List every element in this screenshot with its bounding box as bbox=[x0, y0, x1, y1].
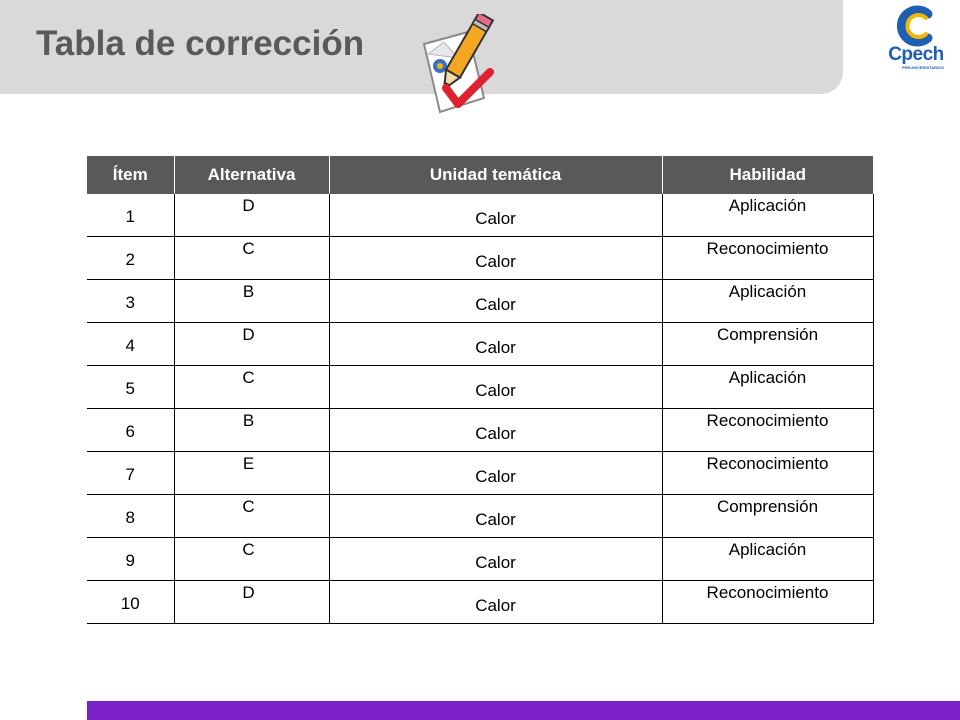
cell-item: 2 bbox=[87, 237, 174, 280]
table-row bbox=[87, 237, 873, 280]
table-row bbox=[87, 194, 873, 237]
cell-alternativa: C bbox=[242, 239, 255, 258]
cell-alternativa: E bbox=[242, 454, 255, 473]
cell-alternativa: D bbox=[242, 583, 255, 602]
cell-item: 10 bbox=[87, 581, 174, 624]
cell-item: 3 bbox=[87, 280, 174, 323]
cell-habilidad: Reconocimiento bbox=[706, 239, 829, 258]
cell-item: 6 bbox=[87, 409, 174, 452]
table-row bbox=[87, 538, 873, 581]
column-header-item: Ítem bbox=[87, 156, 174, 194]
column-header-habilidad: Habilidad bbox=[662, 156, 873, 194]
cell-alternativa: C bbox=[242, 368, 255, 387]
table-row bbox=[87, 366, 873, 409]
cell-habilidad: Aplicación bbox=[728, 282, 807, 301]
cell-alternativa: D bbox=[242, 196, 255, 215]
cell-habilidad: Comprensión bbox=[716, 325, 819, 344]
cell-unidad: Calor bbox=[475, 553, 516, 572]
cell-unidad: Calor bbox=[475, 252, 516, 271]
table-row bbox=[87, 452, 873, 495]
footer-bar bbox=[87, 701, 960, 720]
table-header-row bbox=[87, 156, 873, 194]
cell-alternativa: B bbox=[242, 411, 255, 430]
pencil-checkmark-icon bbox=[418, 14, 500, 118]
page-title: Tabla de corrección bbox=[36, 24, 365, 63]
column-header-alternativa: Alternativa bbox=[174, 156, 329, 194]
cell-alternativa: D bbox=[242, 325, 255, 344]
cell-habilidad: Aplicación bbox=[728, 368, 807, 387]
cell-unidad: Calor bbox=[475, 467, 516, 486]
cell-habilidad: Aplicación bbox=[728, 540, 807, 559]
column-header-unidad: Unidad temática bbox=[329, 156, 662, 194]
cell-habilidad: Reconocimiento bbox=[706, 411, 829, 430]
cpech-logo bbox=[876, 4, 956, 76]
cell-habilidad: Reconocimiento bbox=[706, 583, 829, 602]
correction-table bbox=[87, 156, 874, 624]
logo-wordmark: Cpech bbox=[888, 44, 944, 65]
table-row bbox=[87, 581, 873, 624]
cell-unidad: Calor bbox=[475, 596, 516, 615]
logo-tagline: PREUNIVERSITARIOS bbox=[902, 65, 944, 70]
cell-alternativa: C bbox=[242, 540, 255, 559]
cell-unidad: Calor bbox=[475, 424, 516, 443]
table-row bbox=[87, 495, 873, 538]
cell-item: 7 bbox=[87, 452, 174, 495]
table-row bbox=[87, 323, 873, 366]
cell-item: 8 bbox=[87, 495, 174, 538]
cell-habilidad: Comprensión bbox=[716, 497, 819, 516]
cell-unidad: Calor bbox=[475, 209, 516, 228]
cell-item: 9 bbox=[87, 538, 174, 581]
cell-unidad: Calor bbox=[475, 295, 516, 314]
cell-habilidad: Reconocimiento bbox=[706, 454, 829, 473]
cell-unidad: Calor bbox=[475, 381, 516, 400]
cell-item: 5 bbox=[87, 366, 174, 409]
cell-item: 1 bbox=[87, 194, 174, 237]
cell-item: 4 bbox=[87, 323, 174, 366]
cell-unidad: Calor bbox=[475, 338, 516, 357]
cell-alternativa: B bbox=[242, 282, 255, 301]
cell-habilidad: Aplicación bbox=[728, 196, 807, 215]
table-row bbox=[87, 409, 873, 452]
cell-alternativa: C bbox=[242, 497, 255, 516]
table-row bbox=[87, 280, 873, 323]
cpech-logo-mark bbox=[876, 4, 956, 48]
cell-unidad: Calor bbox=[475, 510, 516, 529]
